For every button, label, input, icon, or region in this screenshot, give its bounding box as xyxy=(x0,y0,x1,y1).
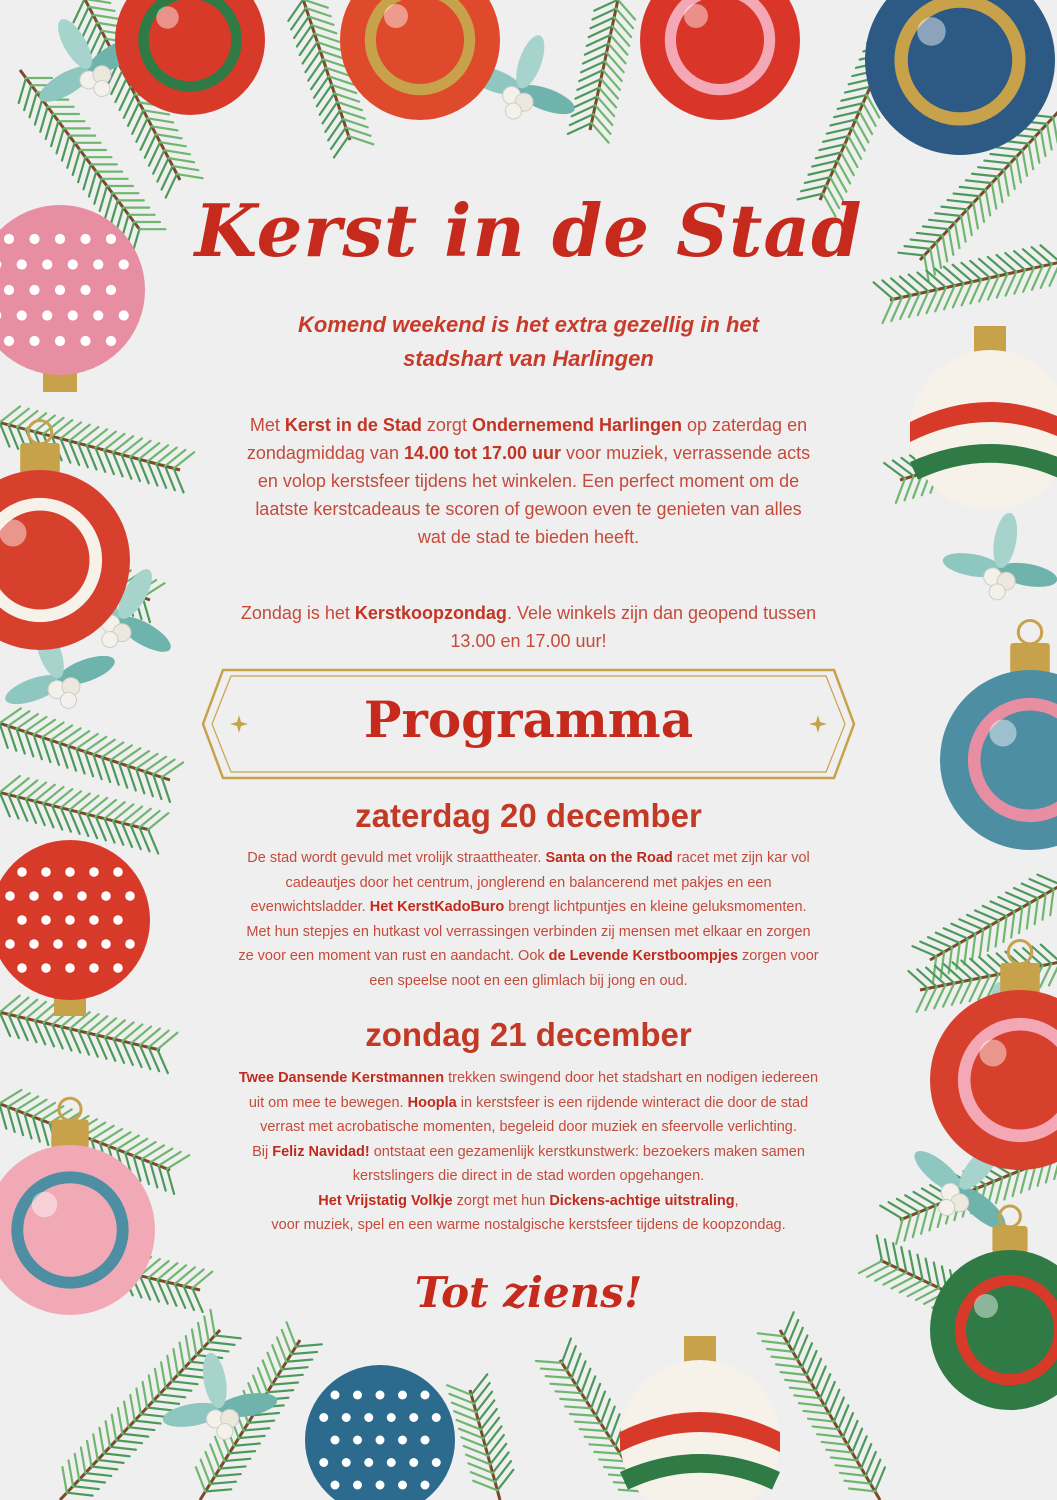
program-line: uit om mee te bewegen. Hoopla in kerstsfeer is een rijdende winteract die door de stad xyxy=(248,1094,809,1111)
intro-line: zondagmiddag van 14.00 tot 17.00 uur voor muziek, verrassende acts xyxy=(246,443,811,463)
intro-line: laatste kerstcadeaus te scoren of gewoon even te genieten van alles xyxy=(255,499,802,519)
program-line: evenwichtsladder. Het KerstKadoBuro brengt lichtpuntjes en kleine geluksmomenten. xyxy=(250,899,807,915)
program-line: Bij Feliz Navidad! ontstaat een gezamenlijk kerstkunstwerk: bezoekers maken samen xyxy=(252,1143,805,1160)
subtitle xyxy=(0,308,1057,376)
program-line: een speelse noot en een glimlach bij jong en oud. xyxy=(369,972,688,989)
program-line: voor muziek, spel en een warme nostalgische kerstsfeer tijdens de koopzondag. xyxy=(271,1217,786,1233)
subtitle-line: stadshart van Harlingen xyxy=(403,346,654,371)
program-line: Twee Dansende Kerstmannen trekken swingend door het stadshart en nodigen iedereen xyxy=(238,1070,819,1086)
program-line: cadeautjes door het centrum, jonglerend en balancerend met pakjes en een xyxy=(285,874,772,891)
sunday-heading: zondag 21 december xyxy=(365,1016,692,1053)
sunday-note xyxy=(0,599,1057,655)
subtitle-line: Komend weekend is het extra gezellig in het xyxy=(298,312,759,337)
sunday-program xyxy=(0,1066,1057,1238)
intro-line: Met Kerst in de Stad zorgt Ondernemend Harlingen op zaterdag en xyxy=(249,415,808,435)
program-line: Het Vrijstatig Volkje zorgt met hun Dickens-achtige uitstraling, xyxy=(318,1192,739,1209)
program-heading: Programma xyxy=(363,690,694,749)
program-line: ze voor een moment van rust en aandacht. Ook de Levende Kerstboompjes zorgen voor xyxy=(238,948,819,964)
intro-paragraph xyxy=(0,411,1057,551)
closing-text: Tot ziens! xyxy=(414,1268,643,1317)
saturday-program xyxy=(0,846,1057,993)
saturday-heading: zaterdag 20 december xyxy=(355,797,702,834)
intro-line: en volop kerstsfeer tijdens het winkelen. Een perfect moment om de xyxy=(257,471,800,491)
program-line: verrast met acrobatische momenten, begeleid door muziek en sfeervolle verlichting. xyxy=(260,1119,797,1135)
sunday-note-line: 13.00 en 17.00 uur! xyxy=(450,631,607,651)
program-line: De stad wordt gevuld met vrolijk straattheater. Santa on the Road racet met zijn kar vol xyxy=(247,850,810,866)
program-line: kerstslingers die direct in de stad worden opgehangen. xyxy=(352,1168,705,1184)
program-line: Met hun stepjes en hutkast vol verrassingen verbinden zij mensen met elkaar en zorgen xyxy=(246,923,811,940)
sunday-note-line: Zondag is het Kerstkoopzondag. Vele winkels zijn dan geopend tussen xyxy=(240,603,817,623)
page-title: Kerst in de Stad xyxy=(194,188,863,273)
intro-line: wat de stad te bieden heeft. xyxy=(417,527,640,547)
